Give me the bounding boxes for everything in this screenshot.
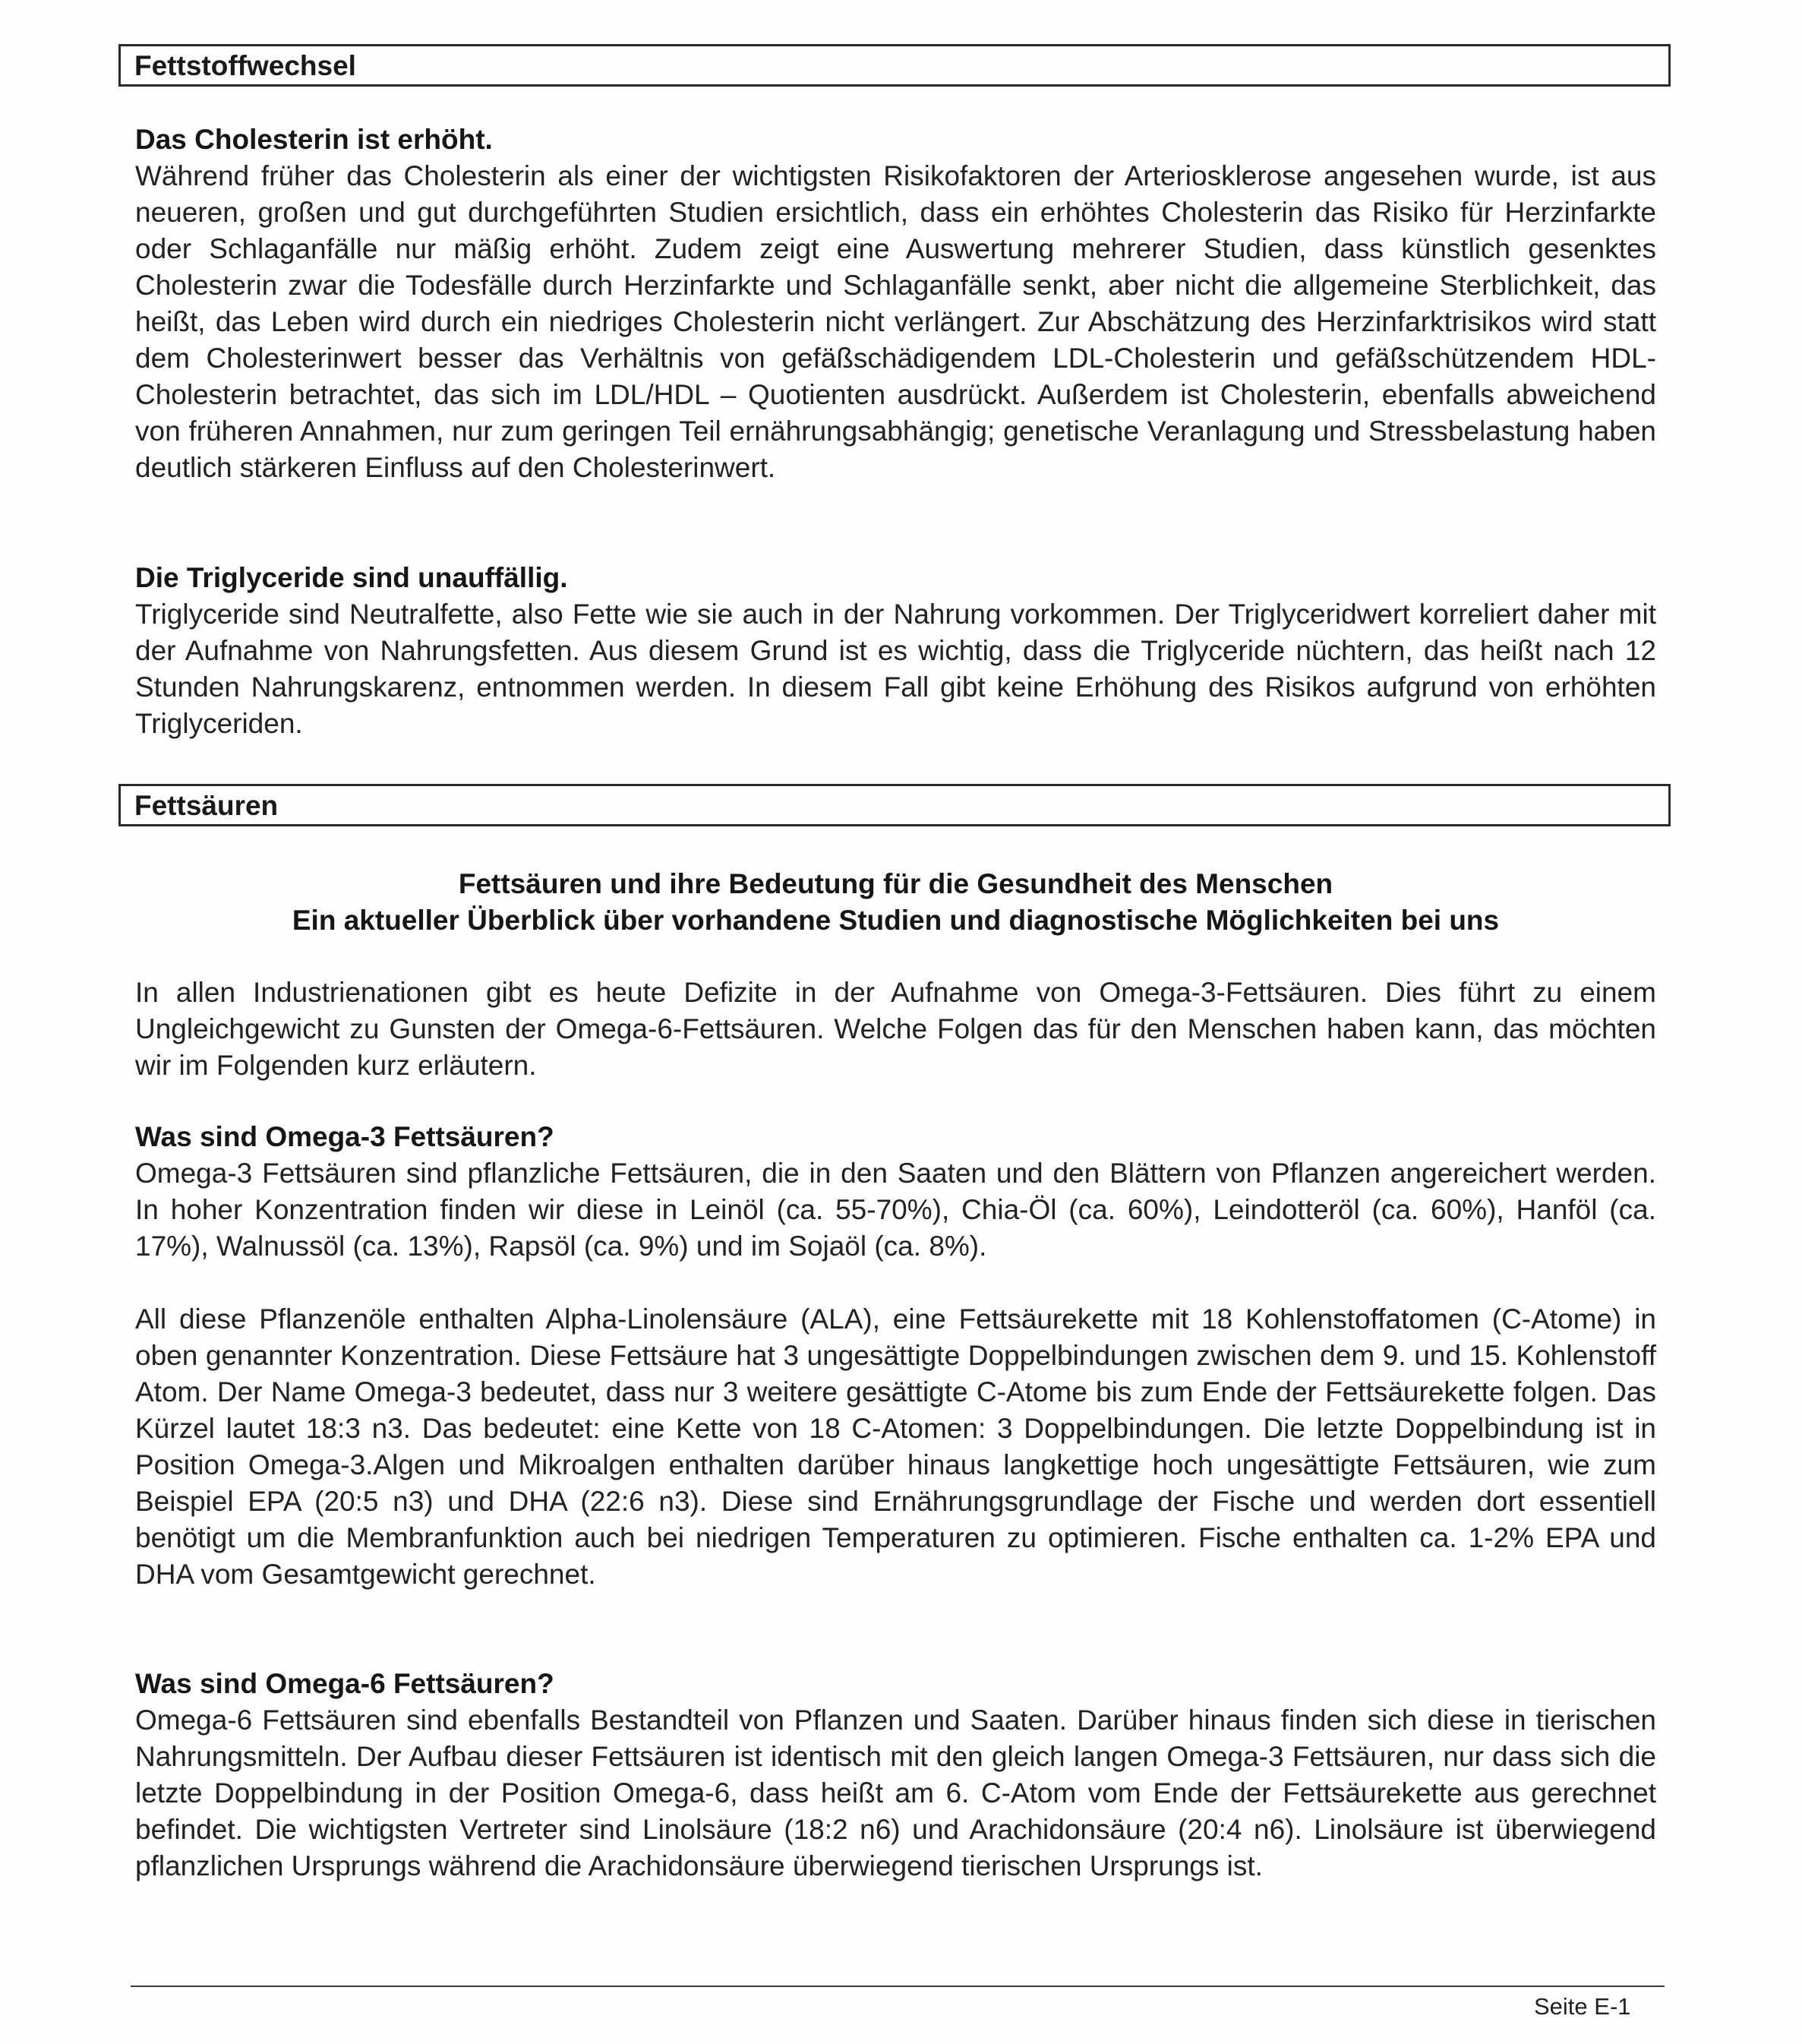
cholesterin-text: Während früher das Cholesterin als einer der wichtigsten Risikofaktoren der Arteriosklerose angesehen wurde, ist aus neueren, großen und gut durchgeführten Studien ersichtlich, dass ein erhöhtes Cholesterin das Risiko für Herzinfarkte oder Schlaganfälle nur mäßig erhöht. Zudem zeigt eine Auswertung mehrerer Studien, dass künstlich gesenktes Cholesterin zwar die Todesfälle durch Herzinfarkte und Schlaganfälle senkt, aber nicht die allgemeine Sterblichkeit, das heißt, das Leben wird durch ein niedriges Cholesterin nicht verlängert. Zur Abschätzung des Herzinfarktrisikos wird statt dem Cholesterinwert besser das Verhältnis von gefäßschädigendem LDL-Cholesterin und gefäßschützendem HDL-Cholesterin betrachtet, das sich im LDL/HDL – Quotienten ausdrückt. Außerdem ist Cholesterin, ebenfalls abweichend von früheren Annahmen, nur zum geringen Teil ernährungsabhängig; genetische Veranlagung und Stressbelastung haben deutlich stärkeren Einfluss auf den Cholesterinwert. <box>135 160 1656 483</box>
footer-rule <box>131 1986 1665 1987</box>
omega6-heading: Was sind Omega-6 Fettsäuren? <box>135 1668 554 1699</box>
article-title-line-2: Ein aktueller Überblick über vorhandene Studien und diagnostische Möglichkeiten bei uns <box>292 905 1500 936</box>
article-title-line-1: Fettsäuren und ihre Bedeutung für die Gesundheit des Menschen <box>458 868 1333 899</box>
triglyceride-block <box>135 560 1656 742</box>
omega3-text-1: Omega-3 Fettsäuren sind pflanzliche Fettsäuren, die in den Saaten und den Blättern von Pflanzen angereichert werden. In hoher Konzentration finden wir diese in Leinöl (ca. 55-70%), Chia-Öl (ca. 60%), Leindotteröl (ca. 60%), Hanföl (ca. 17%), Walnussöl (ca. 13%), Rapsöl (ca. 9%) und im Sojaöl (ca. 8%). <box>135 1158 1656 1262</box>
section-title: Fettsäuren <box>134 790 279 821</box>
omega3-text-2: All diese Pflanzenöle enthalten Alpha-Linolensäure (ALA), eine Fettsäurekette mit 18 Kohlenstoffatomen (C-Atome) in oben genannter Konzentration. Diese Fettsäure hat 3 ungesättigte Doppelbindungen zwischen dem 9. und 15. Kohlenstoff Atom. Der Name Omega-3 bedeutet, dass nur 3 weitere gesättigte C-Atome bis zum Ende der Fettsäurekette folgen. Das Kürzel lautet 18:3 n3. Das bedeutet: eine Kette von 18 C-Atomen: 3 Doppelbindungen. Die letzte Doppelbindung ist in Position Omega-3.Algen und Mikroalgen enthalten darüber hinaus langkettige hoch ungesättigte Fettsäuren, wie zum Beispiel EPA (20:5 n3) und DHA (22:6 n3). Diese sind Ernährungsgrundlage der Fische und werden dort essentiell benötigt um die Membranfunktion auch bei niedrigen Temperaturen zu optimieren. Fische enthalten ca. 1-2% EPA und DHA vom Gesamtgewicht gerechnet. <box>135 1303 1656 1590</box>
triglyceride-heading: Die Triglyceride sind unauffällig. <box>135 562 568 593</box>
omega3-block <box>135 1119 1656 1265</box>
triglyceride-text: Triglyceride sind Neutralfette, also Fette wie sie auch in der Nahrung vorkommen. Der Triglyceridwert korreliert daher mit der Aufnahme von Nahrungsfetten. Aus diesem Grund ist es wichtig, dass die Triglyceride nüchtern, das heißt nach 12 Stunden Nahrungskarenz, entnommen werden. In diesem Fall gibt keine Erhöhung des Risikos aufgrund von erhöhten Triglyceriden. <box>135 599 1656 739</box>
section-header-fettsaeuren <box>118 784 1671 826</box>
section-title: Fettstoffwechsel <box>134 50 356 81</box>
omega6-block <box>135 1666 1656 1884</box>
omega6-text: Omega-6 Fettsäuren sind ebenfalls Bestandteil von Pflanzen und Saaten. Darüber hinaus finden sich diese in tierischen Nahrungsmitteln. Der Aufbau dieser Fettsäuren ist identisch mit den gleich langen Omega-3 Fettsäuren, nur dass sich die letzte Doppelbindung in der Position Omega-6, dass heißt am 6. C-Atom vom Ende der Fettsäurekette aus gerechnet befindet. Die wichtigsten Vertreter sind Linolsäure (18:2 n6) und Arachidonsäure (20:4 n6). Linolsäure ist überwiegend pflanzlichen Ursprungs während die Arachidonsäure überwiegend tierischen Ursprungs ist. <box>135 1704 1656 1881</box>
omega3-block-2 <box>135 1301 1656 1593</box>
article-intro-block <box>135 975 1656 1084</box>
section-header-fettstoffwechsel <box>118 44 1671 87</box>
cholesterin-heading: Das Cholesterin ist erhöht. <box>135 124 493 155</box>
omega3-heading: Was sind Omega-3 Fettsäuren? <box>135 1121 554 1152</box>
cholesterin-block <box>135 122 1656 486</box>
page-number: Seite E-1 <box>1534 1993 1631 2020</box>
article-intro: In allen Industrienationen gibt es heute Defizite in der Aufnahme von Omega-3-Fettsäuren. Dies führt zu einem Ungleichgewicht zu Gunsten der Omega-6-Fettsäuren. Welche Folgen das für den Menschen haben kann, das möchten wir im Folgenden kurz erläutern. <box>135 977 1656 1081</box>
